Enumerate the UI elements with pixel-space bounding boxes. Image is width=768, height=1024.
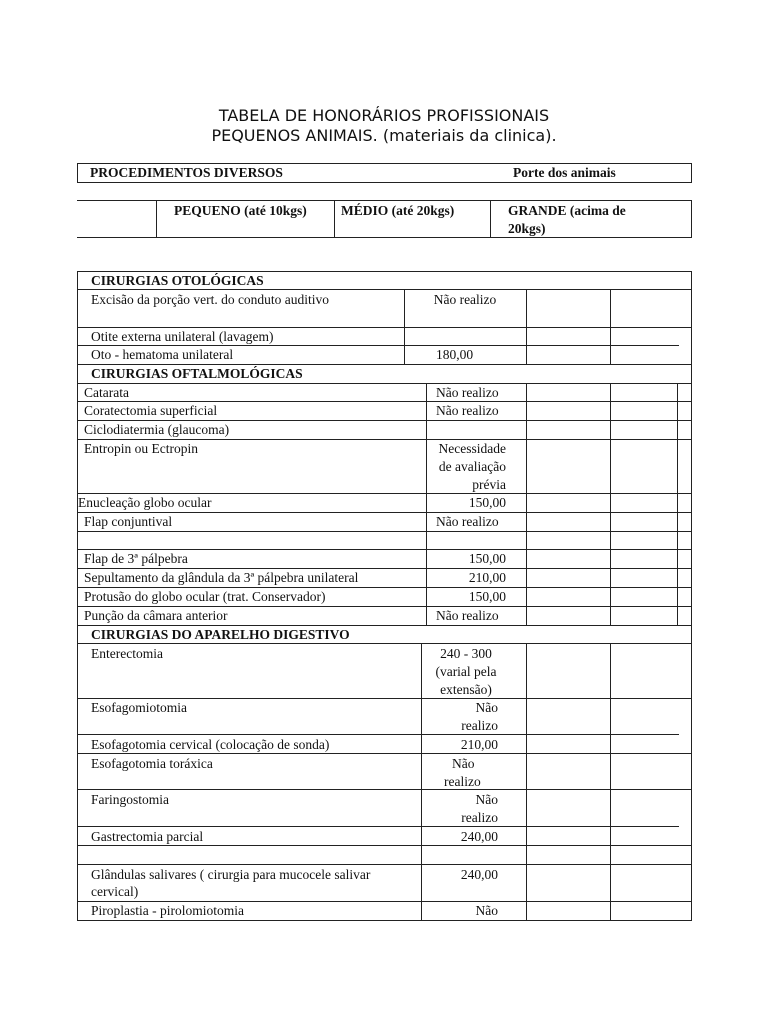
row-15-price-line1: Não (475, 700, 498, 715)
size-divider-2 (334, 200, 335, 238)
row-8-name: Enucleação globo ocular (78, 495, 212, 510)
row-13-name: Punção da câmara anterior (84, 608, 228, 623)
row-5-name: Coratectomia superficial (84, 403, 218, 418)
size-divider-3 (490, 200, 491, 238)
row-9-price: Não realizo (436, 514, 499, 529)
row-17-name: Esofagotomia toráxica (91, 756, 213, 771)
row-7-price-line3: prévia (472, 477, 506, 492)
row-20-price: 240,00 (460, 867, 498, 882)
row-10-name: Flap de 3ª pálpebra (84, 551, 188, 566)
row-16-price: 210,00 (460, 737, 498, 752)
size-medio: MÉDIO (até 20kgs) (341, 203, 455, 218)
row-14-price-line2: (varial pela (435, 664, 497, 679)
row-17-price-line1: Não (452, 756, 475, 771)
row-13-price: Não realizo (436, 608, 499, 623)
row-11-name: Sepultamento da glândula da 3ª pálpebra unilateral (84, 570, 359, 585)
row-9-name: Flap conjuntival (84, 514, 173, 529)
row-12-price: 150,00 (468, 589, 506, 604)
row-4-name: Catarata (84, 385, 129, 400)
row-20-name-line1: Glândulas salivares ( cirurgia para mucocele salivar (91, 867, 371, 882)
section-oftalmologicas: CIRURGIAS OFTALMOLÓGICAS (91, 366, 303, 381)
row-21-name: Piroplastia - pirolomiotomia (91, 903, 244, 918)
row-14-name: Enterectomia (91, 646, 163, 661)
porte-label: Porte dos animais (513, 165, 616, 180)
row-7-price-line2: de avaliação (438, 459, 506, 474)
procedures-label: PROCEDIMENTOS DIVERSOS (90, 165, 283, 180)
row-1-price: Não realizo (433, 292, 497, 307)
size-pequeno: PEQUENO (até 10kgs) (174, 203, 307, 218)
size-divider-1 (156, 200, 157, 238)
row-2-name: Otite externa unilateral (lavagem) (91, 329, 274, 344)
row-14-price-line1: 240 - 300 (440, 646, 492, 661)
row-18-name: Faringostomia (91, 792, 169, 807)
row-21-price: Não (475, 903, 498, 918)
row-6-name: Ciclodiatermia (glaucoma) (84, 422, 230, 437)
row-3-name: Oto - hematoma unilateral (91, 347, 234, 362)
row-3-price: 180,00 (436, 347, 474, 362)
row-5-price: Não realizo (436, 403, 499, 418)
row-12-name: Protusão do globo ocular (trat. Conservador) (84, 589, 326, 604)
row-14-price-line3: extensão) (440, 682, 492, 697)
row-1-name: Excisão da porção vert. do conduto auditivo (91, 292, 330, 307)
section-otologicas: CIRURGIAS OTOLÓGICAS (91, 273, 264, 288)
row-11-price: 210,00 (468, 570, 506, 585)
section-digestivo: CIRURGIAS DO APARELHO DIGESTIVO (91, 627, 350, 642)
row-17-price-line2: realizo (444, 774, 481, 789)
row-19-price: 240,00 (460, 829, 498, 844)
size-grande: GRANDE (acima de 20kgs) (508, 203, 626, 236)
row-18-price-line2: realizo (461, 810, 498, 825)
row-7-name: Entropin ou Ectropin (84, 441, 198, 456)
document-title-line2: PEQUENOS ANIMAIS. (materiais da clinica). (211, 126, 557, 145)
row-4-price: Não realizo (436, 385, 499, 400)
row-19-name: Gastrectomia parcial (91, 829, 204, 844)
document-title-line1: TABELA DE HONORÁRIOS PROFISSIONAIS (218, 106, 550, 125)
row-18-price-line1: Não (475, 792, 498, 807)
row-10-price: 150,00 (468, 551, 506, 566)
row-15-price-line2: realizo (461, 718, 498, 733)
row-16-name: Esofagotomia cervical (colocação de sonda) (91, 737, 330, 752)
row-8-price: 150,00 (468, 495, 506, 510)
row-7-price-line1: Necessidade (438, 441, 506, 456)
row-15-name: Esofagomiotomia (91, 700, 187, 715)
row-20-name-line2: cervical) (91, 884, 139, 899)
